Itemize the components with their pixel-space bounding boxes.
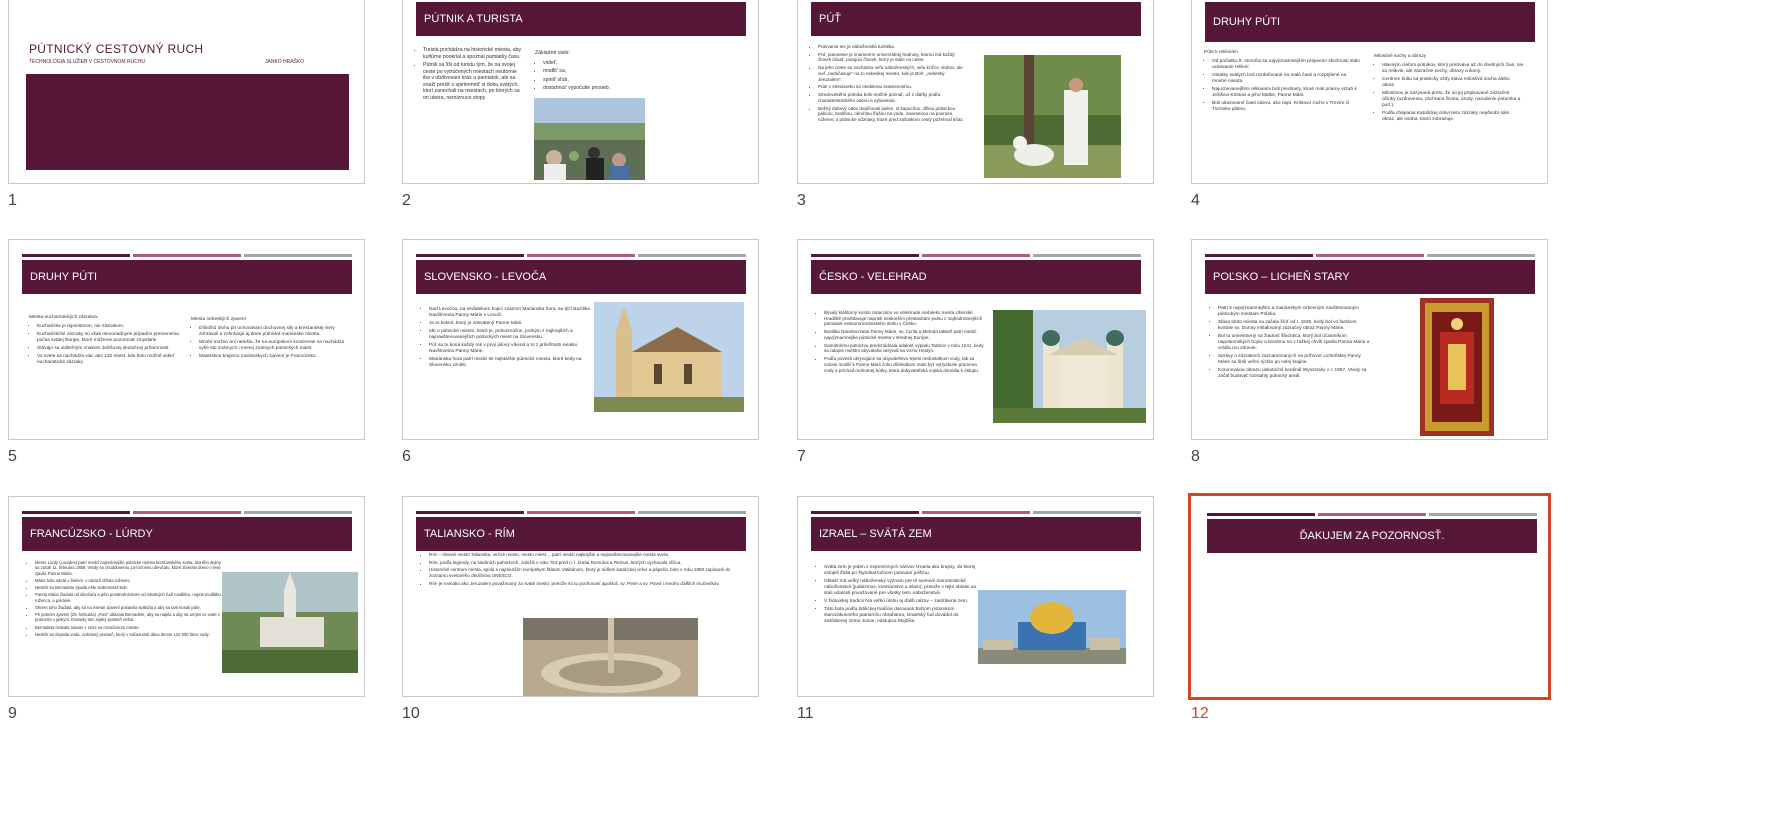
- bullet: • Matarskou krajinou mariánskych zjavení je Francúzsko.: [199, 354, 347, 360]
- bullet: • Vo svete sa nachádza viac ako 132 miest, kde bolo možné vidieť eucharistické zázraky.: [37, 354, 185, 366]
- bullet: • Ostatky svätých boli rozdeľované na malé časti a rozptýlené na mnohé miesta.: [1212, 73, 1360, 85]
- bullet: • Stredovekého pútnika bolo možné poznať, už z diaľky podľa charakteristického odevu a vybavenia.: [818, 92, 968, 103]
- bullet: • Táto bola podľa biblickej tradície darovaná Bohom potomkom starozákonného patriarchu Abraháma, Izraelský ľud dovádol do zasľúbenej zeme Jozue, nástupca Mojžiša.: [824, 607, 976, 625]
- bullet: • Okrem toho žiadala, aby sa na mieste zjavení postavila svätyňa a aby sa tam konali púte.: [35, 605, 225, 610]
- bullet: • Púte v stredoveku sú osobitnou svätosnosťou.: [818, 84, 968, 90]
- bullet: • Podľa chápania Katolíckej cirkvi tieto zázraky nepôsobí sám obraz, ale osoba, ktorú zobrazuje.: [1382, 111, 1524, 123]
- slide-body-left: [1204, 50, 1360, 115]
- bullet: • Svätá zem je jeden z expresívnych názvov Izraela ako krajiny, do ktorej vstúpili Židia po štyridsaťročnom putovaní púšťou.: [824, 565, 976, 577]
- bullet: • Mariánska hora patrí medzi tie najstaršie pútnické miesta, ktoré kedy na Slovensku vznikli.: [429, 357, 591, 369]
- bullet: • vidiet',: [543, 60, 645, 67]
- slide-preview: [1188, 493, 1551, 700]
- slide-title: PÚTNICKÝ CESTOVNÝ RUCH: [29, 42, 204, 56]
- bullet: • Centrom kultu sa prakticky vždy stáva milostivá socha alebo obraz.: [1382, 77, 1524, 89]
- bullet: • Oblasť má veľký náboženský význam pre tri svetové monoteistické náboženstvá (judaizmus, kresťanstvo a islam), pretože v tejto oblasti sa stali udalosti považované pre všetky tieto náboženstvá.: [824, 579, 976, 597]
- slide-preview: [797, 239, 1154, 440]
- bullet: • Pri jednom zjavení (25. februára) „Pani" ukázala Bernadete, aby sa napila a aby sa umyla vo vode z prameňa v jaskyni. Dovtedy tam nijaký prameň nebol.: [35, 612, 225, 623]
- bullet: • Správy o zázrakoch zaznamenaných na príhovor Licheňskej Panny Márie sa šírili veľmi rýchlo po celej krajine.: [1218, 354, 1370, 366]
- slide-body: [27, 560, 225, 639]
- slide-title: ĎAKUJEM ZA POZORNOSŤ.: [1207, 519, 1537, 553]
- bullet: • Rím – hlavné mesto Talianska, večné mesto, mesto miest… patrí medzi najkrajšie a najnavštevovanejšie mestá sveta.: [429, 552, 739, 558]
- slide-title: PÚŤ: [811, 2, 1141, 36]
- bullet: • Púť sa tu koná každý rok v prvý júlový víkend a to z príležitosti sviatku Navštívenia Panny Márie.: [429, 343, 591, 355]
- decorative-bars: [416, 254, 746, 257]
- bullet: • Historické centrum mesta, spolu s najmenším európskym štátom Vatikánom, ktorý je sídlom katolíckej cirkvi a pápeža, bolo v roku 1980 zapísané do zoznamu svetového dedičstva UNESCO.: [429, 567, 739, 578]
- bullet: • Neskôr sa objavila voda, vzdelaný prameň, ktorý v súčasnosti dáva denne 122 000 litrov vody.: [35, 632, 225, 637]
- slide-body-right: [191, 317, 347, 362]
- goals-list: [535, 50, 645, 94]
- bullet: • Dôležitú úlohu pri uchovávaní duchovnej sily a kresťanskej viery zohrávali a zohrávajú aj dnes pútnické mariánske miesta.: [199, 326, 347, 338]
- decorative-bars: [1207, 513, 1537, 516]
- slide-number: 4: [1191, 192, 1200, 209]
- bullet: • Boli ukazované časti odevu, ako napr. Kristovo rúcho v Trevíre či Turínske plátno.: [1212, 101, 1360, 113]
- slide-body: [1210, 306, 1370, 382]
- decorative-bars: [416, 511, 746, 514]
- slide-title: FRANCÚZSKO - LÚRDY: [22, 517, 352, 551]
- bullet: • Stávajú sa viditeľným znakom Ježišovej skutočnej prítomnosti.: [37, 346, 185, 352]
- slide-number: 1: [8, 192, 17, 209]
- bullet: • Bernadeta hrabala rukami v zemi na označenom mieste.: [35, 625, 225, 630]
- bullet: • Najuctievanejšími relikviami boli predmety, ktoré mali priamy vzťah k Ježišovi Kristovi a jeho Matke, Panne Márii.: [1212, 87, 1360, 99]
- column-heading: Miesta nebeských zjavení: [191, 317, 246, 322]
- bullet: • Neskôr sa Bernadete zjavila ešte sedemnásť-krát.: [35, 585, 225, 590]
- bullet: • Je to kostol, ktorý je zasvätený Panne Márii.: [429, 321, 591, 327]
- bullet: • Bežný dobový odev doplňovali palice, sl kapucňou, dlhou pútnickou palicou, brašňou, okruhlou fľašou na vodu, zavesenou na povraze, ruženec a pútnicke odznaky, ktoré pred začiatkom cesty požehnal kňaz.: [818, 106, 968, 123]
- slide-title: SLOVENSKO - LEVOČA: [416, 260, 746, 294]
- slide-title: DRUHY PÚTI: [1205, 2, 1535, 42]
- bullet: • Bazilika Nanebovzatia Panny Márie, sv. Cyrila a Metoda taktiež patrí medzi najvýznamnejšie pútnické miesta v strednej Európe.: [824, 329, 986, 340]
- bullet: • Nad Levočou, na neďalekom kopci zvanom Mariánska hora, sa týčí Bazilika Navštívenia Panny Márie v Levoči.: [429, 307, 591, 319]
- decorative-bars: [811, 254, 1141, 257]
- slide-number: 8: [1191, 448, 1200, 465]
- slide-body: [816, 565, 976, 627]
- bullet: • Eucharistické zázraky sú však mimoriadnymi prípadmi premenenia počas svätej liturgie, ktoré môžeme pozorovať zmyslami.: [37, 332, 185, 344]
- st-peters-square-photo: [523, 618, 698, 697]
- slide-subtitle: TECHNOLÓGIA SLUŽIEB V CESTOVNOM RUCHU: [29, 59, 146, 65]
- goals-heading: Základné ciele:: [535, 50, 570, 56]
- slide-title: PÚTNIK A TURISTA: [416, 2, 746, 36]
- bullet: • spinit' sľub,: [543, 77, 645, 84]
- slide-preview: [402, 239, 759, 440]
- slide-preview: [8, 496, 365, 697]
- slide-title: DRUHY PÚTI: [22, 260, 352, 294]
- slide-number: 10: [402, 705, 420, 722]
- slide-number: 2: [402, 192, 411, 209]
- slide-number: 7: [797, 448, 806, 465]
- bullet: • Turista prichádza na historické miesta, aby kultúrne pookrial a spoznal pamiatky času.: [423, 47, 525, 60]
- decorative-bars: [22, 511, 352, 514]
- slide-number: 5: [8, 448, 17, 465]
- bullet: • Rím je rovnako ako Jeruzalem považovaný za sväté mesto, pretože sú tu pochovaní apoštoli, sv. Peter a sv. Pavol i mnoho ďalších mučeníkov.: [429, 581, 739, 587]
- slide-title: ČESKO - VELEHRAD: [811, 260, 1141, 294]
- slide-number: 9: [8, 705, 17, 722]
- bullet: • Podľa povesti ukrývajúce sa obyvateľstvo trpelo nedostatkom vody, tak sa začalo modliť k Panne Márii čoho dôsledkom malo byť vytryskutie pramena vody a príchod mohutnej búrky, ktorá dobyvateľská vojská donútila k ústupu.: [824, 356, 986, 373]
- slide-title: TALIANSKO - RÍM: [416, 517, 746, 551]
- decorative-bars: [1205, 254, 1535, 257]
- slide-preview: [402, 496, 759, 697]
- madonna-icon-photo: [1420, 298, 1494, 436]
- slide-preview: [797, 496, 1154, 697]
- bullet: • Milostivou je nazývaná preto, že sú jej pripisované zázračné účinky (uzdravenia, záchrana života, úrody, narodenie potomka a pod.).: [1382, 91, 1524, 109]
- bullet: • Putovanie nie je náboženská turistika.: [818, 44, 968, 50]
- decorative-bars: [22, 254, 352, 257]
- velehrad-basilica-photo: [993, 310, 1146, 423]
- slide-body: [421, 552, 739, 589]
- bullet: • Pútnik sa líši od turistu tým, že na svojej ceste po vytrúčených miestach neutomie iba v obdivovaní krás a pamiatok, ale sa snaží prežiť s spiritomnit' si dobu svätých, ktorí zanechali na miestach, po ktorých sa on ubera, nemiznuce stopy: [423, 62, 525, 101]
- bullet: • Korunovácia obrazu uskutočnil kardinál Wyszinsky v r. 1967. Vtedy sa začal budovať rozsiahly pútnický areál.: [1218, 368, 1370, 380]
- bullet: • Púť, putovanie je znamením univerzálnej hodnoty, ktorou má každý človek účasť, putujúci človek, ktorý je stále na ceste.: [818, 52, 968, 63]
- bullet: • Bývalý kláštorný kostol cistercitov vo Velehrade neďaleko mesta Uherské Hradiště predstavuje napriek neskorším prestavbám jednu z najhodnotnejších pamiatok neskororománskeho slohu v Česku.: [824, 310, 986, 327]
- lourdes-basilica-photo: [222, 572, 358, 673]
- slide-body: [415, 47, 525, 103]
- bullet: • Eucharistia je tajomstvom, nie zázrakom.: [37, 324, 185, 330]
- bullet: • Hlavným cieľom pútnikov, ktorý pretrváva až do dnešných čias, nie sú relikvie, ale zázračné sochy, obrazy a ikony.: [1382, 63, 1524, 75]
- dome-of-the-rock-photo: [978, 590, 1126, 664]
- slide-body-right: [1374, 54, 1524, 125]
- bullet: • Rím, podľa legendy, na siedmich pahorkoch, založili v roku 753 pred n. l. bratia Romulus a Remus, ktorých vychovala vlčica.: [429, 560, 739, 566]
- decorative-bars: [811, 511, 1141, 514]
- slide-number: 12: [1191, 705, 1209, 722]
- slide-number: 6: [402, 448, 411, 465]
- bullet: • Patrí k najvýznamnejším a mariánskym cirkevným navštevovaným pútnickým miestam Poľska.: [1218, 306, 1370, 318]
- pilgrims-photo: [534, 98, 645, 180]
- bullet: • Bol tu umiestnený na žiadosť šľachtica, ktorý bol účastníkom napoleonských bojov a ktorému sa v ťažkej chvíli zjavila Panna Mária a vrátila mu zdravie.: [1218, 334, 1370, 352]
- slide-title: IZRAEL – SVÄTÁ ZEM: [811, 517, 1141, 551]
- bullet: • Mesto Lurdy (Lourdes) patrí medzi najznámejšie pútnické miesta kresťanského sveta, ktorého dejiny sa začali 11. februára 1858. Vtedy sa chudobnému 14-ročnému dievčatu, ktoré zbieralo drevo v lese zjavila Panna Mária.: [35, 560, 225, 576]
- slide-preview: [1191, 239, 1548, 440]
- slide-preview: [797, 0, 1154, 184]
- slide-body: [421, 307, 591, 371]
- bullet: • Od počiatku 8. storočia sa najvýznamnejším prejavom zbožnosti stalo uctievanie relikvií.: [1212, 59, 1360, 71]
- slide-body: [810, 44, 968, 125]
- column-heading: Milostivé sochy a obrazy: [1374, 54, 1427, 59]
- bullet: • Panna Mária žiadala od dievčaťa a jeho prostredníctvom od ostatných ľudí modlitbu, najmä modlitbu ruženca, a pokánie.: [35, 592, 225, 603]
- slide-preview: [8, 239, 365, 440]
- pilgrim-with-dog-photo: [984, 55, 1121, 178]
- column-heading: Miesta eucharistických zázrakov: [29, 315, 98, 320]
- bullet: • modlit' sa,: [543, 68, 645, 75]
- bullet: • Mnohí možno ani netušia, že na európskom kontinente sa nachádza vyše sto známych i menej známych pútnických miest.: [199, 340, 347, 352]
- title-band: [26, 74, 349, 170]
- slide-author: JANKO HRAŠKO: [265, 59, 305, 65]
- column-heading: Púte k relikviám: [1204, 50, 1238, 55]
- basilica-levoca-photo: [594, 302, 744, 412]
- slide-body: [816, 310, 986, 375]
- slide-preview: [1191, 0, 1548, 184]
- bullet: • Ide o pútnické miesto, ktoré je, jednoznačne, jedným z najkrajších a najnavštevovanejších pútnických miest na Slovensku.: [429, 329, 591, 341]
- slide-number: 11: [797, 705, 814, 722]
- slide-number: 3: [797, 192, 806, 209]
- slide-preview: [8, 0, 365, 184]
- bullet: • V židovskej tradícii hrá veľkú úlohu aj ďalší názov – zasľúbená zem.: [824, 599, 976, 605]
- bullet: • Mária bola odetá v bielom, v rukách držala ruženec.: [35, 578, 225, 583]
- bullet: • Sláva tohto miesta sa začala šíriť od r. 1836, kedy bol vo farskom kostole sv. Doroty inštalovaný zázračný obraz Panny Márie.: [1218, 320, 1370, 332]
- bullet: • dostahnut' vypočutie prosieb.: [543, 85, 645, 92]
- slide-preview: [402, 0, 759, 184]
- bullet: • Samotnému putnictvu predchádzala udalosť výpadu Tatárov v roku 1241, kedy sa údajne miestni obyvatelia ukrývali na vrchu Hostýn.: [824, 343, 986, 354]
- bullet: • Na jeho ceste sa nachádza veľa náboženských, veľa krížov, sluhov, ale cieľ „nedočasuje" na to nebeskej miesto, kde je Boh, „nebeský Jeruzalem".: [818, 65, 968, 82]
- slide-title: POĽSKO – LICHEŇ STARY: [1205, 260, 1535, 294]
- slide-body-left: [29, 315, 185, 368]
